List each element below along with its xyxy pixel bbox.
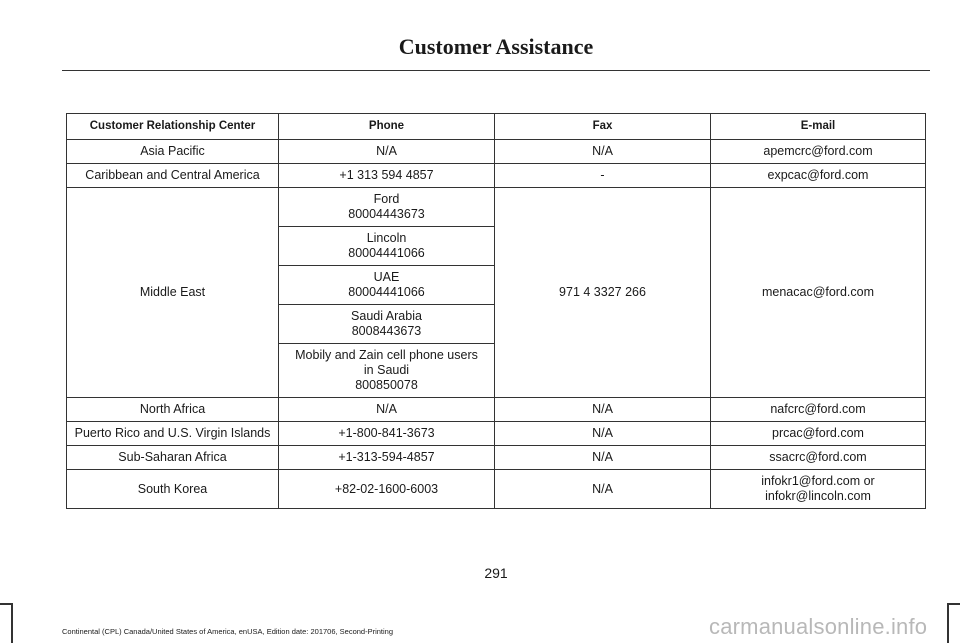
table-header-row <box>67 114 926 140</box>
page-title: Customer Assistance <box>398 34 594 59</box>
phone-number: 800850078 <box>355 378 418 392</box>
email-line: infokr@lincoln.com <box>765 489 871 503</box>
phone-cell: N/A <box>279 140 495 164</box>
fax-cell: N/A <box>495 446 711 470</box>
email-line: infokr1@ford.com or <box>761 474 875 488</box>
table-row <box>67 164 926 188</box>
phone-label: Lincoln <box>366 231 407 245</box>
center-cell: Asia Pacific <box>67 140 279 164</box>
column-header-center: Customer Relationship Center <box>67 114 279 140</box>
table-row <box>67 446 926 470</box>
page-number: 291 <box>484 565 508 581</box>
crop-mark <box>11 603 13 643</box>
center-cell: Sub-Saharan Africa <box>67 446 279 470</box>
center-cell: Middle East <box>67 188 279 398</box>
fax-cell: 971 4 3327 266 <box>495 188 711 398</box>
email-cell: menacac@ford.com <box>711 188 926 398</box>
email-cell: ssacrc@ford.com <box>711 446 926 470</box>
watermark: carmanualsonline.info <box>709 614 928 639</box>
phone-label: Mobily and Zain cell phone users <box>295 348 478 362</box>
fax-cell: N/A <box>495 422 711 446</box>
phone-number: 8008443673 <box>351 324 422 338</box>
table-row <box>67 140 926 164</box>
email-cell: nafcrc@ford.com <box>711 398 926 422</box>
column-header-fax: Fax <box>495 114 711 140</box>
email-cell <box>711 470 926 509</box>
email-cell: expcac@ford.com <box>711 164 926 188</box>
phone-cell: +82-02-1600-6003 <box>279 470 495 509</box>
phone-cell <box>279 344 495 398</box>
phone-number: 80004441066 <box>348 285 425 299</box>
phone-label: Ford <box>373 192 400 206</box>
phone-label-continued: in Saudi <box>363 363 410 377</box>
phone-label: Saudi Arabia <box>351 309 422 323</box>
edition-footer: Continental (CPL) Canada/United States of America, enUSA, Edition date: 201706, Second-Printing <box>62 627 394 636</box>
phone-number: 80004441066 <box>348 246 425 260</box>
phone-number: 80004443673 <box>348 207 425 221</box>
crop-mark <box>947 603 960 605</box>
center-cell: South Korea <box>67 470 279 509</box>
phone-cell: +1-313-594-4857 <box>279 446 495 470</box>
column-header-email: E-mail <box>711 114 926 140</box>
phone-label: UAE <box>373 270 400 284</box>
phone-cell: N/A <box>279 398 495 422</box>
center-cell: North Africa <box>67 398 279 422</box>
customer-assistance-table <box>66 113 926 509</box>
crop-mark <box>947 603 949 643</box>
phone-cell <box>279 227 495 266</box>
fax-cell: N/A <box>495 470 711 509</box>
header-rule <box>62 70 930 71</box>
phone-cell: +1-800-841-3673 <box>279 422 495 446</box>
phone-cell <box>279 305 495 344</box>
email-cell: prcac@ford.com <box>711 422 926 446</box>
center-cell: Caribbean and Central America <box>67 164 279 188</box>
email-cell: apemcrc@ford.com <box>711 140 926 164</box>
table-row <box>67 188 926 227</box>
column-header-phone: Phone <box>279 114 495 140</box>
fax-cell: N/A <box>495 398 711 422</box>
phone-cell <box>279 266 495 305</box>
table-row <box>67 422 926 446</box>
table-row <box>67 398 926 422</box>
phone-cell <box>279 188 495 227</box>
fax-cell: - <box>495 164 711 188</box>
phone-cell: +1 313 594 4857 <box>279 164 495 188</box>
center-cell: Puerto Rico and U.S. Virgin Islands <box>67 422 279 446</box>
fax-cell: N/A <box>495 140 711 164</box>
table-row <box>67 470 926 509</box>
